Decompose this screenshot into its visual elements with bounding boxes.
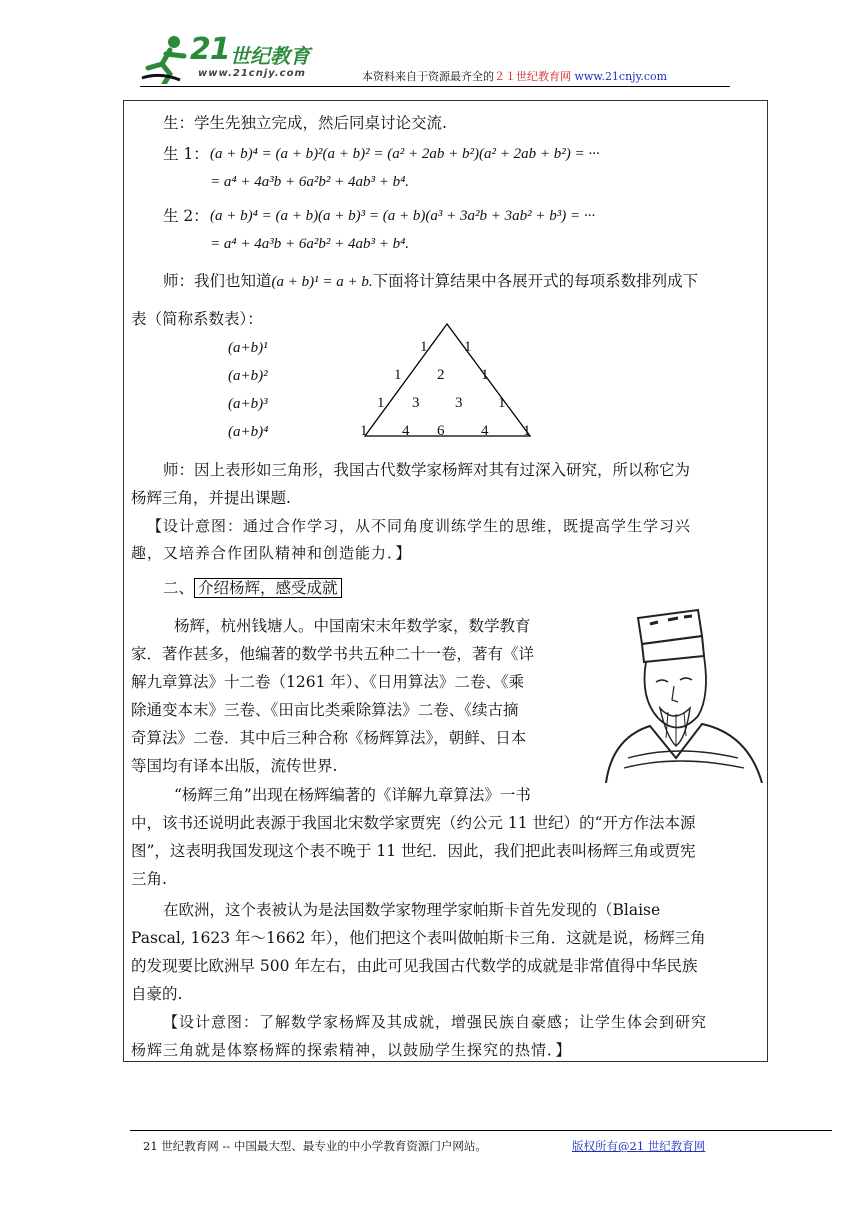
student1-label: 生 1： <box>163 145 209 163</box>
header-divider <box>140 86 730 87</box>
coef: 4 <box>402 423 410 439</box>
design-intent-1b: 趣，又培养合作团队精神和创造能力．】 <box>131 544 412 562</box>
coef: 1 <box>377 395 385 411</box>
footer-text: 21 世纪教育网 -- 中国最大型、最专业的中小学教育资源门户网站。 <box>143 1139 487 1153</box>
yanghui-portrait-image <box>598 608 766 783</box>
bio-line: 杨辉，杭州钱塘人。中国南宋末年数学家，数学教育 <box>174 617 531 635</box>
row-label: (a+b)³ <box>228 396 268 412</box>
teacher-line-2: 表（简称系数表）： <box>131 310 263 328</box>
europe-line: 自豪的. <box>131 985 183 1003</box>
teacher-line-4: 杨辉三角，并提出课题. <box>131 489 291 507</box>
teacher-line-3: 师：因上表形如三角形，我国古代数学家杨辉对其有过深入研究，所以称它为 <box>163 461 691 479</box>
teacher-line-1: 师：我们也知道(a + b)¹ = a + b.下面将计算结果中各展开式的每项系数排列成下 <box>163 272 699 290</box>
logo-url: www.21cnjy.com <box>198 68 306 79</box>
europe-line: 在欧洲，这个表被认为是法国数学家物理学家帕斯卡首先发现的（Blaise <box>163 901 661 919</box>
student2-equation-2: = a⁴ + 4a³b + 6a²b² + 4ab³ + b⁴. <box>210 236 410 252</box>
section-2-title: 介绍杨辉，感受成就 <box>194 578 342 598</box>
bio-line: 奇算法》二卷．其中后三种合称《杨辉算法》，朝鲜、日本 <box>131 729 527 747</box>
site-logo <box>140 30 340 88</box>
footer-copyright-link[interactable]: 版权所有@21 世纪教育网 <box>572 1139 706 1153</box>
section-2-heading: 二、 介绍杨辉，感受成就 <box>163 578 342 598</box>
triangle-outline <box>355 320 535 440</box>
design-intent-2b: 杨辉三角就是体察杨辉的探索精神，以鼓励学生探究的热情．】 <box>131 1041 572 1059</box>
header-site-url[interactable]: www.21cnjy.com <box>574 70 668 83</box>
coef: 3 <box>412 395 420 411</box>
design-intent-2a: 【设计意图：了解数学家杨辉及其成就，增强民族自豪感；让学生体会到研究 <box>163 1013 708 1031</box>
coef: 1 <box>498 395 506 411</box>
logo-name: 世纪教育 <box>230 44 310 68</box>
footer-divider <box>130 1130 832 1131</box>
history-line: 中，该书还说明此表源于我国北宋数学家贾宪（约公元 11 世纪）的“开方作法本源 <box>131 814 696 832</box>
coef: 1 <box>464 339 472 355</box>
header-slogan: 本资料来自于资源最齐全的２１世纪教育网 www.21cnjy.com <box>362 70 668 83</box>
logo-number: 21 <box>190 32 230 67</box>
history-line: 三角. <box>131 870 167 888</box>
student2-equation-1: (a + b)⁴ = (a + b)(a + b)³ = (a + b)(a³ + 3a²b + 3ab² + b³) = ··· <box>210 208 596 224</box>
header-site-name[interactable]: ２１世纪教育网 <box>494 70 571 83</box>
bio-line: 等国均有译本出版，流传世界. <box>131 757 338 775</box>
student2-label: 生 2： <box>163 207 209 225</box>
bio-line: 解九章算法》十二卷（1261 年）、《日用算法》二卷、《乘 <box>131 673 525 691</box>
europe-line: Pascal, 1623 年～1662 年），他们把这个表叫做帕斯卡三角．这就是说，杨辉三角 <box>131 929 706 947</box>
coef: 4 <box>481 423 489 439</box>
row-label: (a+b)¹ <box>228 340 268 356</box>
row-label: (a+b)⁴ <box>228 424 269 440</box>
bio-line: 除通变本末》三卷、《田亩比类乘除算法》二卷、《续古摘 <box>131 701 519 719</box>
coef: 1 <box>420 339 428 355</box>
bio-line: 家．著作甚多，他编著的数学书共五种二十一卷，著有《详 <box>131 645 535 663</box>
coef: 1 <box>360 423 368 439</box>
coef: 1 <box>394 367 402 383</box>
design-intent-1a: 【设计意图：通过合作学习，从不同角度训练学生的思维，既提高学生学习兴 <box>147 517 692 535</box>
student-intro: 生：学生先独立完成，然后同桌讨论交流. <box>163 114 447 132</box>
history-line: 图”，这表明我国发现这个表不晚于 11 世纪．因此，我们把此表叫杨辉三角或贾宪 <box>131 842 696 860</box>
coef: 3 <box>455 395 463 411</box>
coef: 2 <box>437 367 445 383</box>
europe-line: 的发现要比欧洲早 500 年左右，由此可见我国古代数学的成就是非常值得中华民族 <box>131 957 698 975</box>
coef: 1 <box>523 423 531 439</box>
coef: 6 <box>437 423 445 439</box>
history-line: “杨辉三角”出现在杨辉编著的《详解九章算法》一书 <box>174 786 531 804</box>
coef: 1 <box>481 367 489 383</box>
row-label: (a+b)² <box>228 368 268 384</box>
student1-equation-1: (a + b)⁴ = (a + b)²(a + b)² = (a² + 2ab + b²)(a² + 2ab + b²) = ··· <box>210 146 600 162</box>
student1-equation-2: = a⁴ + 4a³b + 6a²b² + 4ab³ + b⁴. <box>210 174 410 190</box>
